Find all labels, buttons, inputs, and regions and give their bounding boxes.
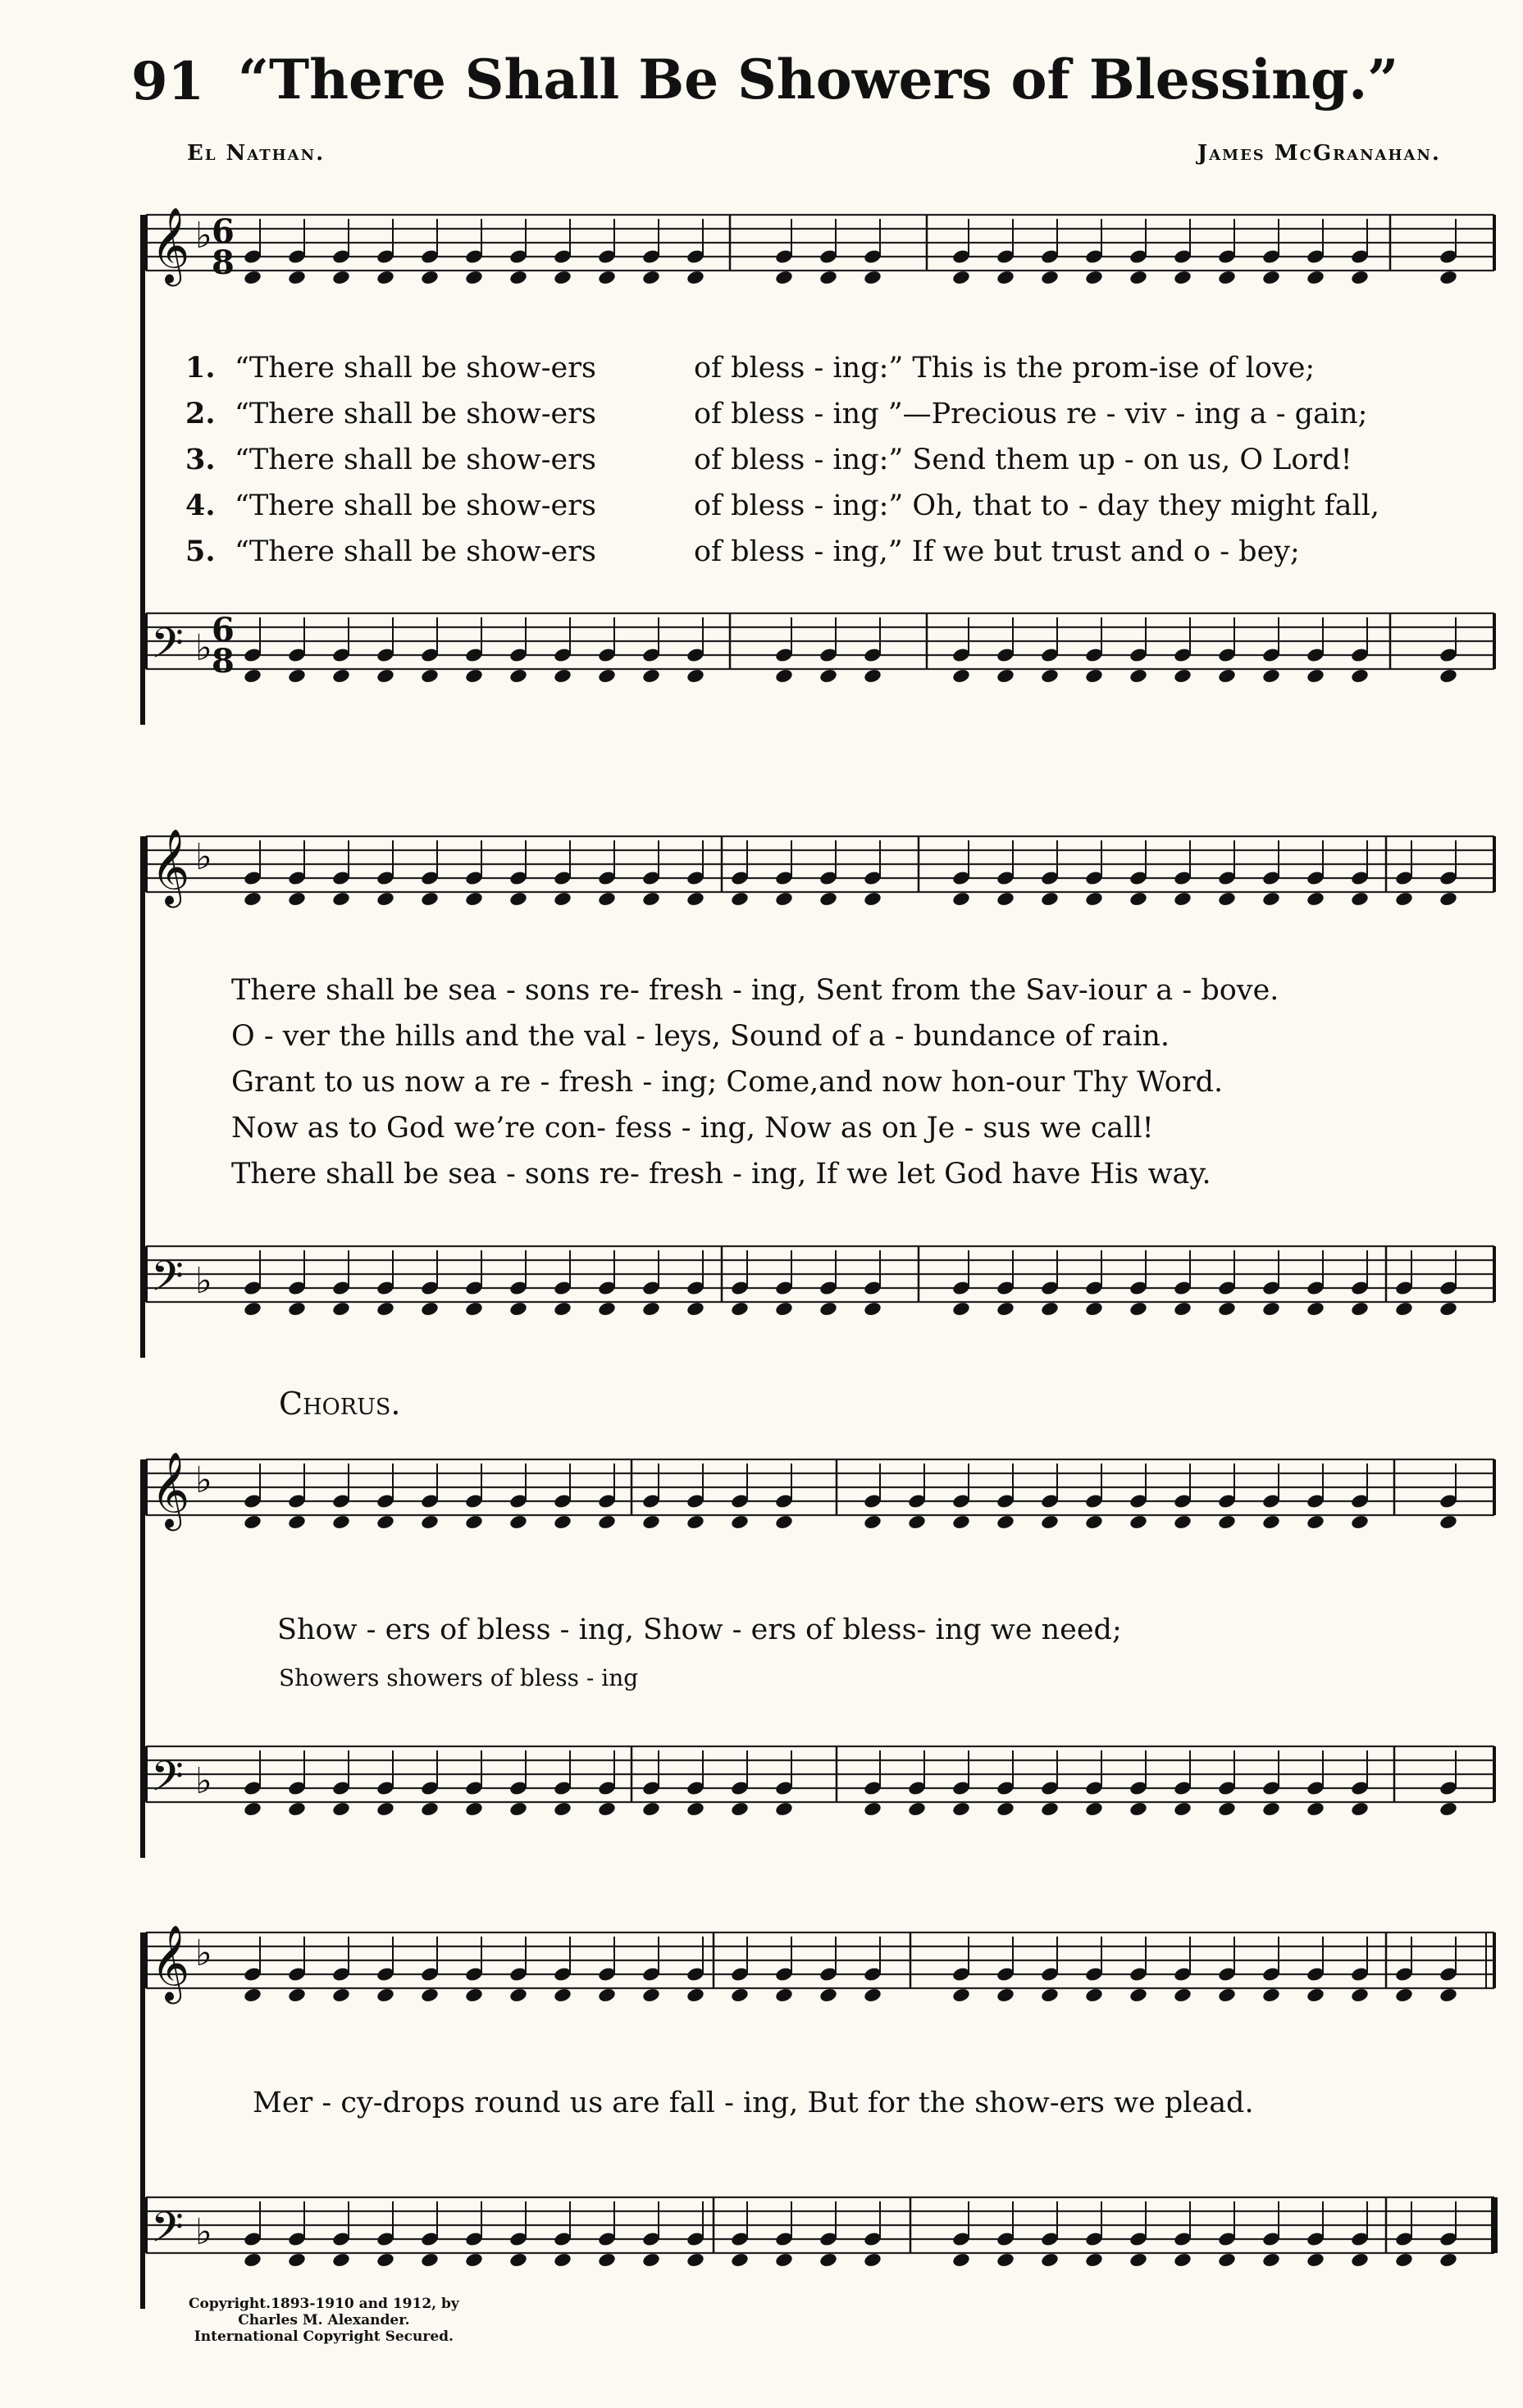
note-head (287, 2252, 307, 2269)
note-head (464, 270, 484, 286)
note-head (243, 1301, 262, 1318)
chorus-label: Chorus. (279, 1386, 401, 1422)
note-head (1040, 1301, 1060, 1318)
note-head (1173, 668, 1192, 685)
copyright-line: International Copyright Secured. (194, 2328, 454, 2345)
note-head (1173, 2252, 1192, 2269)
note-head (1306, 1301, 1325, 1318)
note-head (553, 270, 572, 286)
note-head (1439, 668, 1458, 685)
note-head (376, 270, 395, 286)
note-head (1439, 1301, 1458, 1318)
note-head (420, 270, 440, 286)
note-head (1173, 1301, 1192, 1318)
note-head (996, 891, 1015, 908)
note-head (774, 891, 794, 908)
note-head (686, 1514, 705, 1531)
note-head (641, 891, 661, 908)
note-head (1306, 891, 1325, 908)
flat-icon: ♭ (195, 1932, 212, 1974)
note-head (1261, 1301, 1281, 1318)
refresh-line-4: Now as to God we’re con- fess - ing, Now as on Je - sus we call! (231, 1112, 1154, 1145)
note-head (1129, 1301, 1148, 1318)
note-head (863, 891, 882, 908)
note-head (774, 1514, 794, 1531)
note-head (1439, 1987, 1458, 2004)
verse-text-a: “There shall be show-ers (235, 444, 596, 476)
note-head (243, 1801, 262, 1818)
note-head (376, 1301, 395, 1318)
note-head (730, 891, 750, 908)
note-head (951, 1987, 971, 2004)
note-head (464, 2252, 484, 2269)
note-head (1350, 1987, 1370, 2004)
note-head (1306, 1514, 1325, 1531)
bass-clef-icon: 𝄢 (151, 1751, 184, 1811)
note-head (1261, 891, 1281, 908)
note-head (774, 2252, 794, 2269)
note-head (1261, 1987, 1281, 2004)
hymn-title: “There Shall Be Showers of Blessing.” (238, 48, 1399, 112)
note-head (597, 891, 617, 908)
note-head (331, 1514, 351, 1531)
note-head (553, 2252, 572, 2269)
note-head (641, 2252, 661, 2269)
note-head (730, 1514, 750, 1531)
note-head (951, 1301, 971, 1318)
note-head (951, 1514, 971, 1531)
note-head (863, 1301, 882, 1318)
note-head (420, 1801, 440, 1818)
composer-credit: James McGranahan. (1197, 141, 1441, 166)
verse-number: 4. (185, 489, 216, 522)
time-signature-top: 6 (212, 212, 235, 251)
note-head (1084, 1301, 1104, 1318)
note-head (863, 2252, 882, 2269)
note-head (1173, 1514, 1192, 1531)
note-head (1173, 270, 1192, 286)
note-head (287, 1301, 307, 1318)
verse-text-a: “There shall be show-ers (235, 398, 596, 430)
note-head (1350, 1301, 1370, 1318)
note-head (1261, 668, 1281, 685)
verse-text-b: of bless - ing:” This is the prom-ise of love; (694, 352, 1316, 385)
note-head (508, 891, 528, 908)
note-head (686, 1801, 705, 1818)
note-head (996, 2252, 1015, 2269)
flat-icon: ♭ (195, 1459, 212, 1501)
note-head (1261, 1514, 1281, 1531)
flat-icon: ♭ (195, 1760, 212, 1802)
note-head (597, 270, 617, 286)
note-head (243, 891, 262, 908)
note-head (996, 1301, 1015, 1318)
treble-clef-icon: 𝄞 (151, 1924, 190, 2001)
note-head (951, 270, 971, 286)
note-head (464, 1987, 484, 2004)
note-head (597, 668, 617, 685)
note-head (1350, 668, 1370, 685)
note-head (1217, 2252, 1237, 2269)
note-head (597, 1301, 617, 1318)
note-head (1350, 270, 1370, 286)
note-head (1306, 270, 1325, 286)
note-head (287, 270, 307, 286)
note-head (818, 891, 838, 908)
note-head (774, 668, 794, 685)
note-head (1439, 891, 1458, 908)
note-head (597, 1514, 617, 1531)
note-head (951, 891, 971, 908)
bass-clef-icon: 𝄢 (151, 2202, 184, 2262)
note-head (641, 1514, 661, 1531)
time-signature-top: 6 (212, 611, 235, 649)
flat-icon: ♭ (195, 1260, 212, 1302)
note-head (1040, 1987, 1060, 2004)
note-head (553, 668, 572, 685)
note-head (863, 668, 882, 685)
note-head (420, 891, 440, 908)
hymn-number: 91 (131, 51, 205, 112)
note-head (376, 1987, 395, 2004)
note-head (818, 1301, 838, 1318)
note-head (996, 1514, 1015, 1531)
note-head (641, 1801, 661, 1818)
note-head (1173, 891, 1192, 908)
note-head (1394, 891, 1414, 908)
note-head (508, 1301, 528, 1318)
refresh-line-2: O - ver the hills and the val - leys, Sound of a - bundance of rain. (231, 1020, 1170, 1053)
note-head (243, 1514, 262, 1531)
note-head (287, 1514, 307, 1531)
note-head (508, 1987, 528, 2004)
note-head (1217, 1801, 1237, 1818)
note-head (1217, 891, 1237, 908)
refresh-line-3: Grant to us now a re - fresh - ing; Come,and now hon-our Thy Word. (231, 1066, 1224, 1099)
verse-line-2 (185, 397, 1367, 430)
note-head (376, 1514, 395, 1531)
bass-clef-icon: 𝄢 (151, 618, 184, 678)
note-head (420, 1514, 440, 1531)
chorus-line-2: Mer - cy-drops round us are fall - ing, But for the show-ers we plead. (253, 2087, 1254, 2119)
note-head (243, 1987, 262, 2004)
flat-icon: ♭ (195, 836, 212, 878)
note-head (464, 1801, 484, 1818)
note-head (1217, 1301, 1237, 1318)
lyricist-credit: El Nathan. (187, 141, 326, 166)
copyright-line: Copyright.1893-1910 and 1912, by (189, 2296, 459, 2312)
note-head (1261, 2252, 1281, 2269)
note-head (686, 891, 705, 908)
note-head (1084, 270, 1104, 286)
note-head (907, 1514, 927, 1531)
note-head (287, 668, 307, 685)
note-head (1261, 270, 1281, 286)
note-head (1129, 2252, 1148, 2269)
note-head (1129, 668, 1148, 685)
note-head (553, 1801, 572, 1818)
note-head (1040, 1801, 1060, 1818)
refresh-line-5: There shall be sea - sons re- fresh - ing, If we let God have His way. (231, 1158, 1211, 1190)
note-head (1394, 2252, 1414, 2269)
note-head (1350, 891, 1370, 908)
verse-line-3 (185, 443, 1352, 476)
note-head (1173, 1987, 1192, 2004)
note-head (331, 891, 351, 908)
note-head (553, 1514, 572, 1531)
note-head (331, 668, 351, 685)
verse-text-b: of bless - ing,” If we but trust and o - bey; (694, 535, 1300, 568)
note-head (818, 1987, 838, 2004)
note-head (907, 1801, 927, 1818)
note-head (376, 891, 395, 908)
note-head (730, 2252, 750, 2269)
verse-text-b: of bless - ing ”—Precious re - viv - ing a - gain; (694, 398, 1368, 430)
note-head (1129, 1801, 1148, 1818)
note-head (464, 668, 484, 685)
note-head (553, 1301, 572, 1318)
note-head (1129, 1514, 1148, 1531)
note-head (863, 1514, 882, 1531)
note-head (730, 1987, 750, 2004)
verse-text-b: of bless - ing:” Send them up - on us, O Lord! (694, 444, 1352, 476)
note-head (508, 1801, 528, 1818)
note-head (774, 1987, 794, 2004)
note-head (1217, 668, 1237, 685)
time-signature-bottom: 8 (212, 642, 235, 681)
note-head (508, 668, 528, 685)
note-head (863, 270, 882, 286)
note-head (420, 1301, 440, 1318)
note-head (1040, 1514, 1060, 1531)
verse-text-a: “There shall be show-ers (235, 352, 596, 385)
note-head (818, 668, 838, 685)
verse-number: 3. (185, 443, 216, 476)
treble-clef-icon: 𝄞 (151, 1451, 190, 1527)
note-head (331, 1301, 351, 1318)
note-head (464, 1301, 484, 1318)
note-head (641, 270, 661, 286)
note-head (331, 270, 351, 286)
note-head (597, 1987, 617, 2004)
verse-text-a: “There shall be show-ers (235, 535, 596, 568)
chorus-bass-words: Showers showers of bless - ing (279, 1664, 639, 1691)
flat-icon: ♭ (195, 215, 212, 257)
note-head (331, 1987, 351, 2004)
note-head (597, 2252, 617, 2269)
note-head (996, 668, 1015, 685)
verse-line-5 (185, 535, 1300, 568)
note-head (464, 1514, 484, 1531)
bass-clef-icon: 𝄢 (151, 1251, 184, 1311)
note-head (376, 2252, 395, 2269)
note-head (996, 1987, 1015, 2004)
note-head (863, 1987, 882, 2004)
note-head (686, 2252, 705, 2269)
note-head (1439, 1801, 1458, 1818)
note-head (1394, 1301, 1414, 1318)
note-head (287, 1987, 307, 2004)
note-head (420, 668, 440, 685)
note-head (376, 1801, 395, 1818)
note-head (287, 1801, 307, 1818)
note-head (508, 270, 528, 286)
flat-icon: ♭ (195, 627, 212, 669)
note-head (1350, 1514, 1370, 1531)
note-head (1439, 1514, 1458, 1531)
note-head (951, 2252, 971, 2269)
note-head (1306, 668, 1325, 685)
note-head (508, 1514, 528, 1531)
treble-clef-icon: 𝄞 (151, 207, 190, 283)
note-head (1350, 1801, 1370, 1818)
note-head (1084, 1514, 1104, 1531)
note-head (951, 1801, 971, 1818)
note-head (243, 2252, 262, 2269)
note-head (331, 2252, 351, 2269)
note-head (1129, 270, 1148, 286)
note-head (686, 1987, 705, 2004)
note-head (553, 891, 572, 908)
note-head (774, 270, 794, 286)
note-head (730, 1301, 750, 1318)
note-head (287, 891, 307, 908)
note-head (818, 270, 838, 286)
note-head (420, 1987, 440, 2004)
refresh-line-1: There shall be sea - sons re- fresh - ing, Sent from the Sav-iour a - bove. (231, 974, 1279, 1007)
note-head (1439, 2252, 1458, 2269)
note-head (641, 668, 661, 685)
note-head (1084, 891, 1104, 908)
note-head (1217, 270, 1237, 286)
note-head (1084, 668, 1104, 685)
note-head (1040, 270, 1060, 286)
verse-line-1 (185, 351, 1315, 385)
note-head (641, 1301, 661, 1318)
note-head (996, 1801, 1015, 1818)
note-head (1040, 2252, 1060, 2269)
note-head (1084, 2252, 1104, 2269)
note-head (1129, 891, 1148, 908)
copyright-notice (189, 2296, 459, 2345)
note-head (243, 668, 262, 685)
verse-text-a: “There shall be show-ers (235, 489, 596, 522)
treble-clef-icon: 𝄞 (151, 828, 190, 904)
note-head (420, 2252, 440, 2269)
note-head (243, 270, 262, 286)
note-head (331, 1801, 351, 1818)
note-head (1394, 1987, 1414, 2004)
note-head (641, 1987, 661, 2004)
verse-number: 2. (185, 397, 216, 430)
flat-icon: ♭ (195, 2211, 212, 2253)
note-head (730, 1801, 750, 1818)
note-head (686, 270, 705, 286)
note-head (1084, 1987, 1104, 2004)
note-head (508, 2252, 528, 2269)
note-head (1350, 2252, 1370, 2269)
note-head (1306, 2252, 1325, 2269)
note-head (376, 668, 395, 685)
chorus-line-1: Show - ers of bless - ing, Show - ers of bless- ing we need; (277, 1614, 1122, 1646)
note-head (553, 1987, 572, 2004)
note-head (597, 1801, 617, 1818)
note-head (1306, 1987, 1325, 2004)
time-signature-bottom: 8 (212, 244, 235, 282)
note-head (774, 1801, 794, 1818)
note-head (863, 1801, 882, 1818)
note-head (464, 891, 484, 908)
verse-number: 5. (185, 535, 216, 568)
note-head (1439, 270, 1458, 286)
note-head (1306, 1801, 1325, 1818)
verse-number: 1. (185, 351, 216, 385)
note-head (1084, 1801, 1104, 1818)
verse-line-4 (185, 489, 1379, 522)
note-head (818, 2252, 838, 2269)
verse-text-b: of bless - ing:” Oh, that to - day they might fall, (694, 489, 1380, 522)
note-head (774, 1301, 794, 1318)
note-head (996, 270, 1015, 286)
note-head (1261, 1801, 1281, 1818)
note-head (951, 668, 971, 685)
note-head (1217, 1987, 1237, 2004)
note-head (1129, 1987, 1148, 2004)
note-head (1217, 1514, 1237, 1531)
note-head (686, 1301, 705, 1318)
copyright-line: Charles M. Alexander. (238, 2312, 410, 2328)
note-head (1040, 668, 1060, 685)
note-head (1173, 1801, 1192, 1818)
note-head (686, 668, 705, 685)
note-head (1040, 891, 1060, 908)
